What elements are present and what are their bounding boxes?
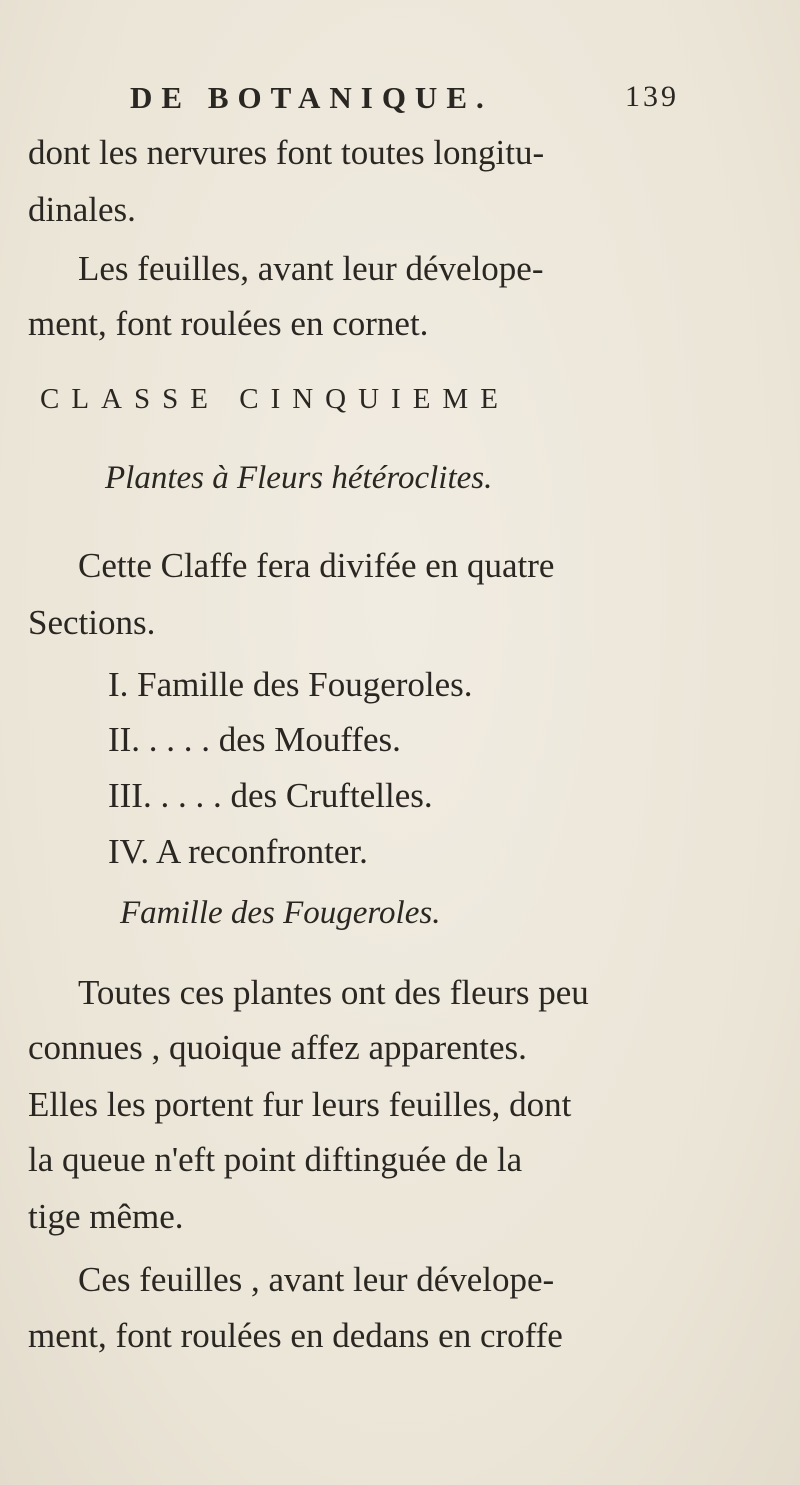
page-header xyxy=(0,80,800,130)
list-item: IV. A reconfronter. xyxy=(108,832,368,871)
section-subtitle: Plantes à Fleurs hétéroclites. xyxy=(105,460,493,496)
text-line: Sections. xyxy=(28,603,156,642)
text-line: Elles les portent fur leurs feuilles, dont xyxy=(28,1085,572,1124)
text-line: tige même. xyxy=(28,1197,184,1236)
page-number: 139 xyxy=(625,80,679,113)
text-line: Ces feuilles , avant leur dévelope- xyxy=(78,1260,555,1299)
text-line: la queue n'eft point diftinguée de la xyxy=(28,1140,523,1179)
text-line: connues , quoique affez apparentes. xyxy=(28,1028,527,1067)
text-line: dinales. xyxy=(28,190,136,229)
text-line: Cette Claffe fera divifée en quatre xyxy=(78,546,555,585)
section-heading: CLASSE CINQUIEME xyxy=(40,383,510,415)
text-line: ment, font roulées en dedans en croffe xyxy=(28,1316,563,1355)
list-item: II. . . . . des Mouffes. xyxy=(108,720,401,759)
text-line: Les feuilles, avant leur dévelope- xyxy=(78,249,544,288)
family-heading: Famille des Fougeroles. xyxy=(120,895,441,931)
text-line: Toutes ces plantes ont des fleurs peu xyxy=(78,973,589,1012)
running-title: DE BOTANIQUE. xyxy=(130,80,493,115)
text-line: dont les nervures font toutes longitu- xyxy=(28,133,545,172)
text-line: ment, font roulées en cornet. xyxy=(28,304,429,343)
list-item: I. Famille des Fougeroles. xyxy=(108,665,473,704)
list-item: III. . . . . des Cruftelles. xyxy=(108,776,433,815)
